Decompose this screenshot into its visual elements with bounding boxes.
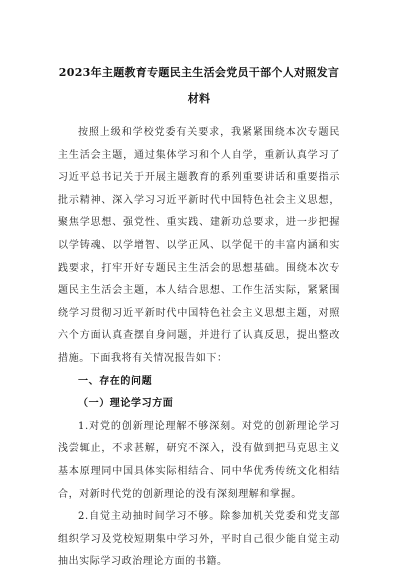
document-title: 2023年主题教育专题民主生活会党员干部个人对照发言材料 xyxy=(58,66,340,105)
document-body xyxy=(58,122,340,574)
list-item: 1.对党的创新理论理解不够深刻。对党的创新理论学习浅尝辄止，不求甚解，研究不深入，没有做到把马克思主义基本原理同中国具体实际相结合、同中华优秀传统文化相结合，对新时代党的创新理论的没有深刻理解和掌握。 xyxy=(58,420,340,500)
subsection-heading-theory-study: （一）理论学习方面 xyxy=(78,398,174,410)
list-item: 2.自觉主动抽时间学习不够。除参加机关党委和党支部组织学习及党校短期集中学习外，平时自己很少能自觉主动抽出实际学习政治理论方面的书籍。 xyxy=(58,511,340,568)
section-heading-problems: 一、存在的问题 xyxy=(78,375,153,387)
intro-paragraph: 按照上级和学校党委有关要求，我紧紧围绕本次专题民主生活会主题，通过集体学习和个人自学，重新认真学习了习近平总书记关于开展主题教育的系列重要讲话和重要指示批示精神、深入学习习近平新时代中国特色社会主义思想，聚焦学思想、强党性、重实践、建新功总要求，进一步把握以学铸魂、以学增智、以学正风、以学促干的丰富内涵和实践要求，打牢开好专题民主生活会的思想基础。围绕本次专题民主生活会主题，本人结合思想、工作生活实际，紧紧围绕学习贯彻习近平新时代中国特色社会主义思想主题，对照六个方面认真查摆自身问题，并进行了认真反思，提出整改措施。下面我将有关情况报告如下： xyxy=(58,127,340,364)
